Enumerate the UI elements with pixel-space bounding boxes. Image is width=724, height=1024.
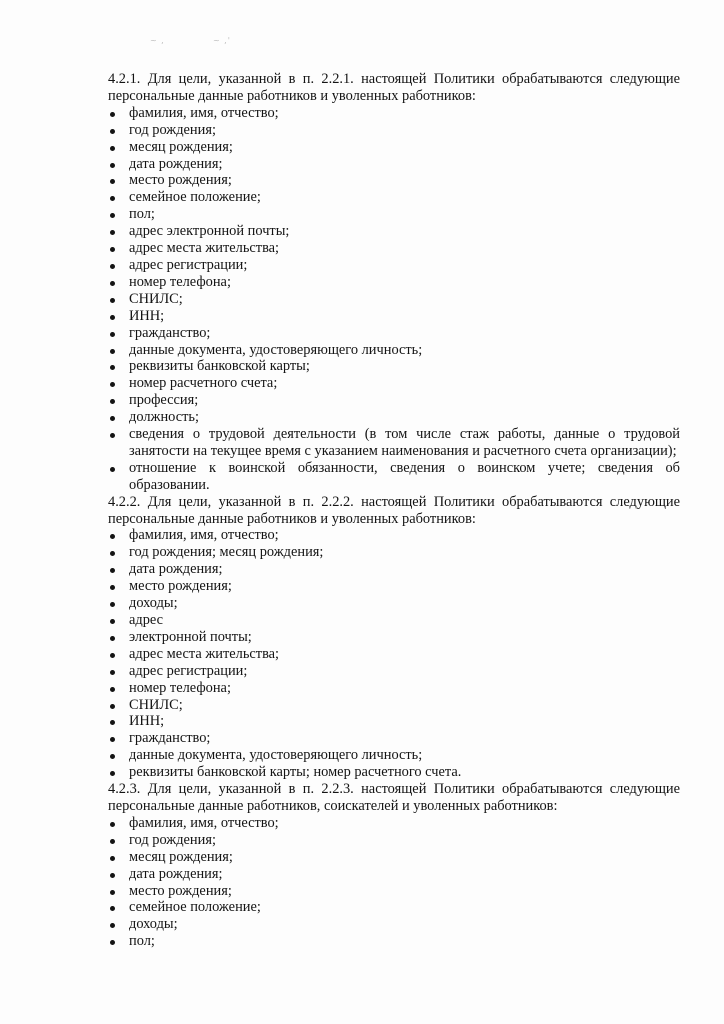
- list-item: доходы;: [108, 595, 680, 612]
- list-item: пол;: [108, 933, 680, 950]
- section-intro: 4.2.3. Для цели, указанной в п. 2.2.3. настоящей Политики обрабатываются следующие персональные данные работников, соискателей и уволенных работников:: [108, 781, 680, 814]
- list-item: год рождения;: [108, 122, 680, 139]
- list-item: сведения о трудовой деятельности (в том числе стаж работы, данные о трудовой занятости на текущее время с указанием наименования и расчетного счета организации);: [108, 426, 680, 460]
- bullet-list: [108, 815, 680, 950]
- list-item: дата рождения;: [108, 866, 680, 883]
- list-item: СНИЛС;: [108, 291, 680, 308]
- list-item: место рождения;: [108, 578, 680, 595]
- list-item: семейное положение;: [108, 189, 680, 206]
- list-item: номер телефона;: [108, 680, 680, 697]
- list-item: СНИЛС;: [108, 697, 680, 714]
- list-item: доходы;: [108, 916, 680, 933]
- list-item: номер расчетного счета;: [108, 375, 680, 392]
- list-item: адрес электронной почты;: [108, 223, 680, 240]
- list-item: реквизиты банковской карты;: [108, 358, 680, 375]
- list-item: данные документа, удостоверяющего личность;: [108, 747, 680, 764]
- list-item: должность;: [108, 409, 680, 426]
- list-item: отношение к воинской обязанности, сведения о воинском учете; сведения об образовании.: [108, 460, 680, 494]
- list-item: адрес места жительства;: [108, 646, 680, 663]
- scan-artifact: ~ ,': [213, 36, 231, 45]
- list-item: адрес: [108, 612, 680, 629]
- list-item: гражданство;: [108, 730, 680, 747]
- list-item: гражданство;: [108, 325, 680, 342]
- section-intro: 4.2.1. Для цели, указанной в п. 2.2.1. настоящей Политики обрабатываются следующие персональные данные работников и уволенных работников:: [108, 71, 680, 104]
- list-item: семейное положение;: [108, 899, 680, 916]
- list-item: ИНН;: [108, 713, 680, 730]
- list-item: адрес регистрации;: [108, 257, 680, 274]
- list-item: место рождения;: [108, 883, 680, 900]
- list-item: ИНН;: [108, 308, 680, 325]
- bullet-list: [108, 527, 680, 781]
- document-body: [108, 71, 680, 950]
- list-item: фамилия, имя, отчество;: [108, 105, 680, 122]
- list-item: электронной почты;: [108, 629, 680, 646]
- list-item: номер телефона;: [108, 274, 680, 291]
- list-item: месяц рождения;: [108, 139, 680, 156]
- list-item: дата рождения;: [108, 561, 680, 578]
- list-item: год рождения; месяц рождения;: [108, 544, 680, 561]
- list-item: адрес регистрации;: [108, 663, 680, 680]
- list-item: место рождения;: [108, 172, 680, 189]
- list-item: пол;: [108, 206, 680, 223]
- list-item: данные документа, удостоверяющего личность;: [108, 342, 680, 359]
- list-item: профессия;: [108, 392, 680, 409]
- list-item: фамилия, имя, отчество;: [108, 815, 680, 832]
- scan-artifact: ~ ,: [150, 36, 165, 45]
- list-item: дата рождения;: [108, 156, 680, 173]
- list-item: год рождения;: [108, 832, 680, 849]
- list-item: реквизиты банковской карты; номер расчетного счета.: [108, 764, 680, 781]
- bullet-list: [108, 105, 680, 494]
- list-item: адрес места жительства;: [108, 240, 680, 257]
- section-intro: 4.2.2. Для цели, указанной в п. 2.2.2. настоящей Политики обрабатываются следующие персональные данные работников и уволенных работников:: [108, 493, 680, 527]
- list-item: фамилия, имя, отчество;: [108, 527, 680, 544]
- list-item: месяц рождения;: [108, 849, 680, 866]
